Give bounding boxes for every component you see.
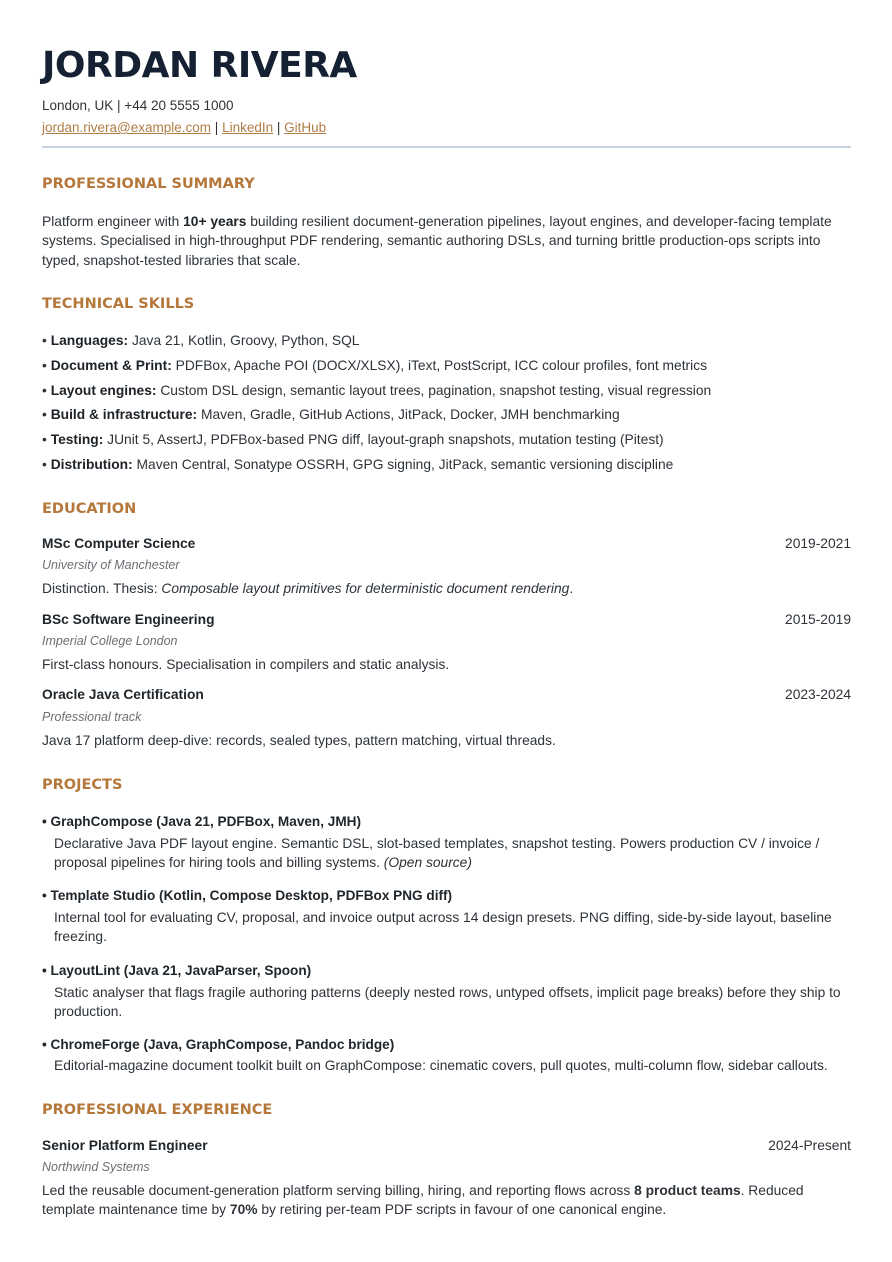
- project-name: ChromeForge (Java, GraphCompose, Pandoc bridge): [50, 1037, 395, 1052]
- description-text: Declarative Java PDF layout engine. Semantic DSL, slot-based templates, snapshot testing. Powers production CV / invoice / proposal pipelines for hiring tools and billing systems.: [54, 836, 820, 871]
- github-link[interactable]: GitHub: [284, 120, 327, 135]
- skill-item: [42, 382, 711, 400]
- job-description: [42, 1181, 851, 1220]
- skill-item: [42, 357, 707, 375]
- bullet: •: [42, 333, 47, 348]
- project-description: Editorial-magazine document toolkit built on GraphCompose: cinematic covers, pull quotes, multi-column flow, sidebar callouts.: [54, 1058, 828, 1073]
- bullet: •: [42, 814, 47, 829]
- bullet: •: [42, 1037, 47, 1052]
- education-date: 2019-2021: [785, 536, 851, 551]
- candidate-name: JORDAN RIVERA: [42, 45, 357, 86]
- job-date: 2024-Present: [768, 1138, 851, 1153]
- project-name: GraphCompose (Java 21, PDFBox, Maven, JMH): [50, 814, 362, 829]
- separator: |: [214, 120, 219, 135]
- education-date: 2023-2024: [785, 687, 851, 702]
- skill-label: Layout engines:: [50, 383, 157, 398]
- separator: |: [276, 120, 281, 135]
- skill-label: Document & Print:: [50, 358, 172, 373]
- project-description: Internal tool for evaluating CV, proposal, and invoice output across 14 design presets. PNG diffing, side-by-side layout, baseline freezing.: [54, 910, 832, 945]
- open-source-note: (Open source): [383, 855, 472, 871]
- skill-label: Languages:: [50, 333, 129, 348]
- skill-label: Testing:: [50, 432, 104, 447]
- education-description: First-class honours. Specialisation in compilers and static analysis.: [42, 657, 450, 672]
- education-degree: Oracle Java Certification: [42, 687, 204, 702]
- bullet: •: [42, 383, 47, 398]
- description-text: .: [569, 581, 574, 596]
- description-text: Led the reusable document-generation platform serving billing, hiring, and reporting flows across: [42, 1183, 635, 1198]
- project-title: [42, 962, 311, 980]
- education-school: Professional track: [42, 710, 142, 724]
- bullet: •: [42, 963, 47, 978]
- education-date: 2015-2019: [785, 612, 851, 627]
- section-title-projects: PROJECTS: [42, 777, 123, 793]
- job-title: Senior Platform Engineer: [42, 1138, 208, 1153]
- section-title-skills: TECHNICAL SKILLS: [42, 296, 195, 312]
- skill-value: PDFBox, Apache POI (DOCX/XLSX), iText, PostScript, ICC colour profiles, font metrics: [175, 358, 707, 373]
- skill-value: Java 21, Kotlin, Groovy, Python, SQL: [131, 333, 360, 348]
- skill-value: Maven Central, Sonatype OSSRH, GPG signing, JitPack, semantic versioning discipline: [136, 457, 674, 472]
- header-divider: [42, 146, 851, 148]
- description-text: Distinction. Thesis:: [42, 581, 162, 596]
- project-name: LayoutLint (Java 21, JavaParser, Spoon): [50, 963, 312, 978]
- description-text: . Reduced template maintenance time by: [42, 1183, 804, 1218]
- project-description: Static analyser that flags fragile authoring patterns (deeply nested rows, untyped offsets, implicit page breaks) before they ship to production.: [54, 985, 841, 1020]
- section-title-summary: PROFESSIONAL SUMMARY: [42, 176, 255, 192]
- linkedin-link[interactable]: LinkedIn: [222, 120, 274, 135]
- bullet: •: [42, 888, 47, 903]
- education-description: [42, 579, 851, 598]
- skill-item: [42, 406, 620, 424]
- summary-text-part: building resilient document-generation pipelines, layout engines, and developer-facing template systems. Specialised in high-throughput PDF rendering, semantic authoring DSLs, and turning brittle production-ops scripts into typed, snapshot-tested libraries that scale.: [42, 214, 832, 268]
- contact-links: [42, 119, 326, 137]
- project-title: [42, 1036, 394, 1054]
- thesis-title: Composable layout primitives for deterministic document rendering: [161, 581, 570, 596]
- skill-label: Distribution:: [50, 457, 133, 472]
- education-school: University of Manchester: [42, 558, 180, 572]
- email-link[interactable]: jordan.rivera@example.com: [42, 120, 212, 135]
- skill-item: [42, 431, 664, 449]
- section-title-experience: PROFESSIONAL EXPERIENCE: [42, 1102, 273, 1118]
- bullet: •: [42, 358, 47, 373]
- summary-text: [42, 212, 851, 270]
- highlight: 70%: [229, 1202, 258, 1218]
- bullet: •: [42, 457, 47, 472]
- bullet: •: [42, 432, 47, 447]
- skill-item: [42, 332, 359, 350]
- company-name: Northwind Systems: [42, 1160, 150, 1174]
- description-text: by retiring per-team PDF scripts in favour of one canonical engine.: [257, 1202, 667, 1218]
- summary-highlight: 10+ years: [183, 214, 247, 229]
- highlight: 8 product teams: [634, 1183, 741, 1198]
- skill-value: Maven, Gradle, GitHub Actions, JitPack, Docker, JMH benchmarking: [200, 407, 620, 422]
- skill-item: [42, 456, 673, 474]
- section-title-education: EDUCATION: [42, 501, 137, 517]
- bullet: •: [42, 407, 47, 422]
- project-name: Template Studio (Kotlin, Compose Desktop, PDFBox PNG diff): [50, 888, 453, 903]
- project-title: [42, 813, 361, 831]
- project-title: [42, 887, 452, 905]
- summary-text-part: Platform engineer with: [42, 214, 184, 229]
- skill-value: JUnit 5, AssertJ, PDFBox-based PNG diff, layout-graph snapshots, mutation testing (Pitest): [107, 432, 664, 447]
- project-description: [54, 834, 851, 873]
- location-phone: London, UK | +44 20 5555 1000: [42, 98, 234, 113]
- education-degree: BSc Software Engineering: [42, 612, 215, 627]
- education-school: Imperial College London: [42, 634, 178, 648]
- skill-value: Custom DSL design, semantic layout trees, pagination, snapshot testing, visual regression: [160, 383, 712, 398]
- skill-label: Build & infrastructure:: [50, 407, 198, 422]
- education-description: Java 17 platform deep-dive: records, sealed types, pattern matching, virtual threads.: [42, 733, 556, 748]
- education-degree: MSc Computer Science: [42, 536, 196, 551]
